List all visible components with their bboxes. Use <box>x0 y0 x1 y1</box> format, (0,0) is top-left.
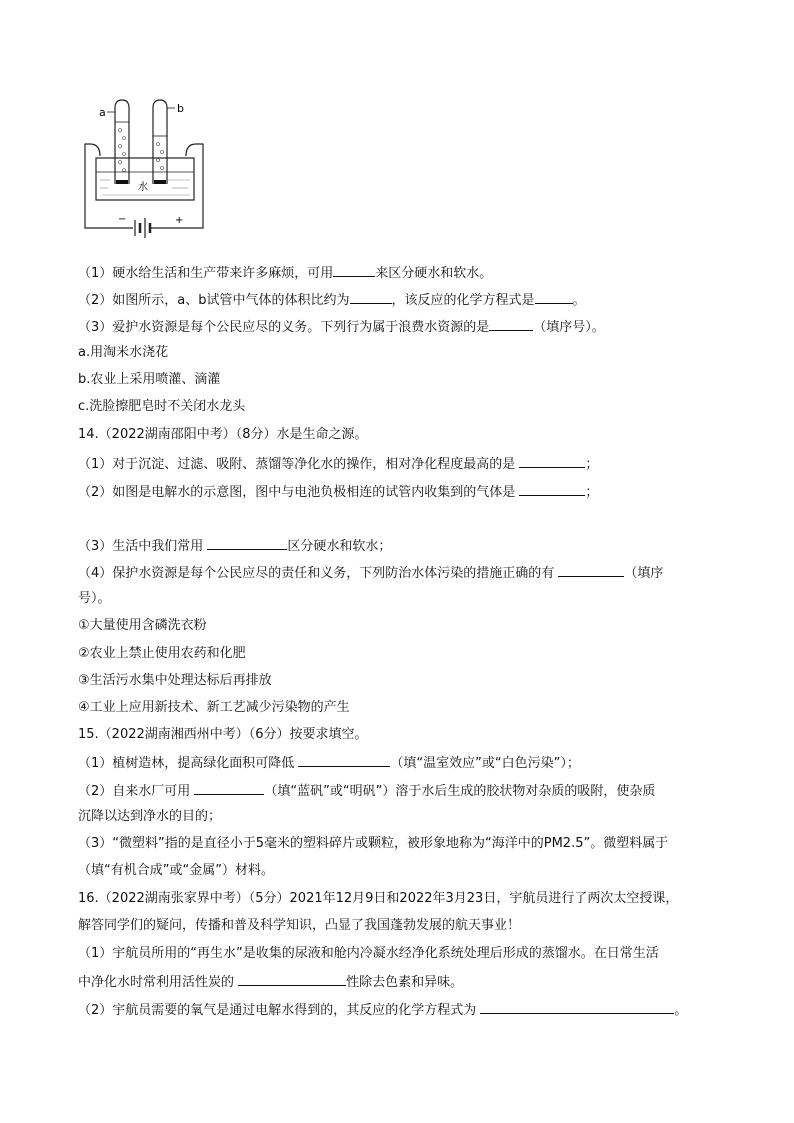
electrolysis-apparatus-figure <box>78 96 210 246</box>
answer-blank[interactable] <box>519 482 585 496</box>
water-label: 水 <box>138 182 148 193</box>
answer-blank[interactable] <box>535 290 573 304</box>
answer-blank[interactable] <box>489 317 533 331</box>
q13-option-a: a.用淘米水浇花 <box>78 345 169 360</box>
q14-option-1: ①大量使用含磷洗衣粉 <box>78 618 207 633</box>
q13-part2: （2）如图所示，a、b试管中气体的体积比约为 ，该反应的化学方程式是 。 <box>78 290 586 310</box>
q16-part2: （2）宇航员需要的氧气是通过电解水得到的，其反应的化学方程式为 。 <box>78 1000 687 1020</box>
negative-terminal-label: − <box>118 214 127 225</box>
q14-option-2: ②农业上禁止使用农药和化肥 <box>78 646 246 661</box>
q15-part3: （3）“微塑料”指的是直径小于5毫米的塑料碎片或颗粒，被形象地称为“海洋中的PM2.5”。微塑料属于 <box>78 836 669 851</box>
positive-terminal-label: + <box>175 215 184 226</box>
tube-label-lines <box>107 108 175 112</box>
q15-part2: （2）自来水厂可用 （填“蓝矾”或“明矾”）溶于水后生成的胶状物对杂质的吸附，使杂质 <box>78 781 655 801</box>
water-trough <box>96 158 194 200</box>
answer-blank[interactable] <box>238 972 346 986</box>
q16-title-continued: 解答同学们的疑问，传播和普及科学知识，凸显了我国蓬勃发展的航天事业！ <box>78 918 521 933</box>
q13-part3: （3）爱护水资源是每个公民应尽的义务。下列行为属于浪费水资源的是 （填序号）。 <box>78 317 605 337</box>
q14-title: 14.（2022湖南邵阳中考）（8分）水是生命之源。 <box>78 427 368 442</box>
answer-blank[interactable] <box>207 536 287 550</box>
q16-title: 16.（2022湖南张家界中考）（5分）2021年12月9日和2022年3月23日，宇航员进行了两次太空授课， <box>78 891 679 906</box>
answer-blank[interactable] <box>350 290 392 304</box>
q15-part2-continued: 沉降以达到净水的目的； <box>78 809 222 824</box>
answer-blank[interactable] <box>558 563 624 577</box>
answer-blank[interactable] <box>480 1000 674 1014</box>
answer-blank[interactable] <box>519 454 585 468</box>
electrode-b <box>154 180 166 184</box>
tube-a-label: a <box>99 106 106 119</box>
q14-part3: （3）生活中我们常用 区分硬水和软水； <box>78 536 391 556</box>
q13-option-c: c.洗脸擦肥皂时不关闭水龙头 <box>78 399 246 414</box>
q14-part4: （4）保护水资源是每个公民应尽的责任和义务，下列防治水体污染的措施正确的有 （填序 <box>78 563 663 583</box>
q15-part3-continued: （填“有机合成”或“金属”）材料。 <box>78 863 274 878</box>
q14-option-3: ③生活污水集中处理达标后再排放 <box>78 673 272 688</box>
answer-blank[interactable] <box>333 263 375 277</box>
answer-blank[interactable] <box>298 753 390 767</box>
q15-title: 15.（2022湖南湘西州中考）（6分）按要求填空。 <box>78 727 368 742</box>
q14-part4-continued: 号）。 <box>78 591 111 606</box>
battery-icon <box>135 218 150 238</box>
q14-part2: （2）如图是电解水的示意图，图中与电池负极相连的试管内收集到的气体是 ； <box>78 482 598 502</box>
q13-part1: （1）硬水给生活和生产带来许多麻烦，可用 来区分硬水和软水。 <box>78 263 492 283</box>
q14-option-4: ④工业上应用新技术、新工艺减少污染物的产生 <box>78 700 350 715</box>
q14-part1: （1）对于沉淀、过滤、吸附、蒸馏等净化水的操作，相对净化程度最高的是 ； <box>78 454 598 474</box>
q16-part1: （1）宇航员所用的“再生水”是收集的尿液和舱内冷凝水经净化系统处理后形成的蒸馏水。在日常生活 <box>78 946 659 961</box>
q15-part1: （1）植树造林，提高绿化面积可降低 （填“温室效应”或“白色污染”）； <box>78 753 580 773</box>
q16-part1-continued: 中净化水时常利用活性炭的 性除去色素和异味。 <box>78 972 463 992</box>
electrode-a <box>116 180 128 184</box>
answer-blank[interactable] <box>194 781 264 795</box>
tube-b-label: b <box>177 102 184 115</box>
q13-option-b: b.农业上采用喷灌、滴灌 <box>78 372 221 387</box>
